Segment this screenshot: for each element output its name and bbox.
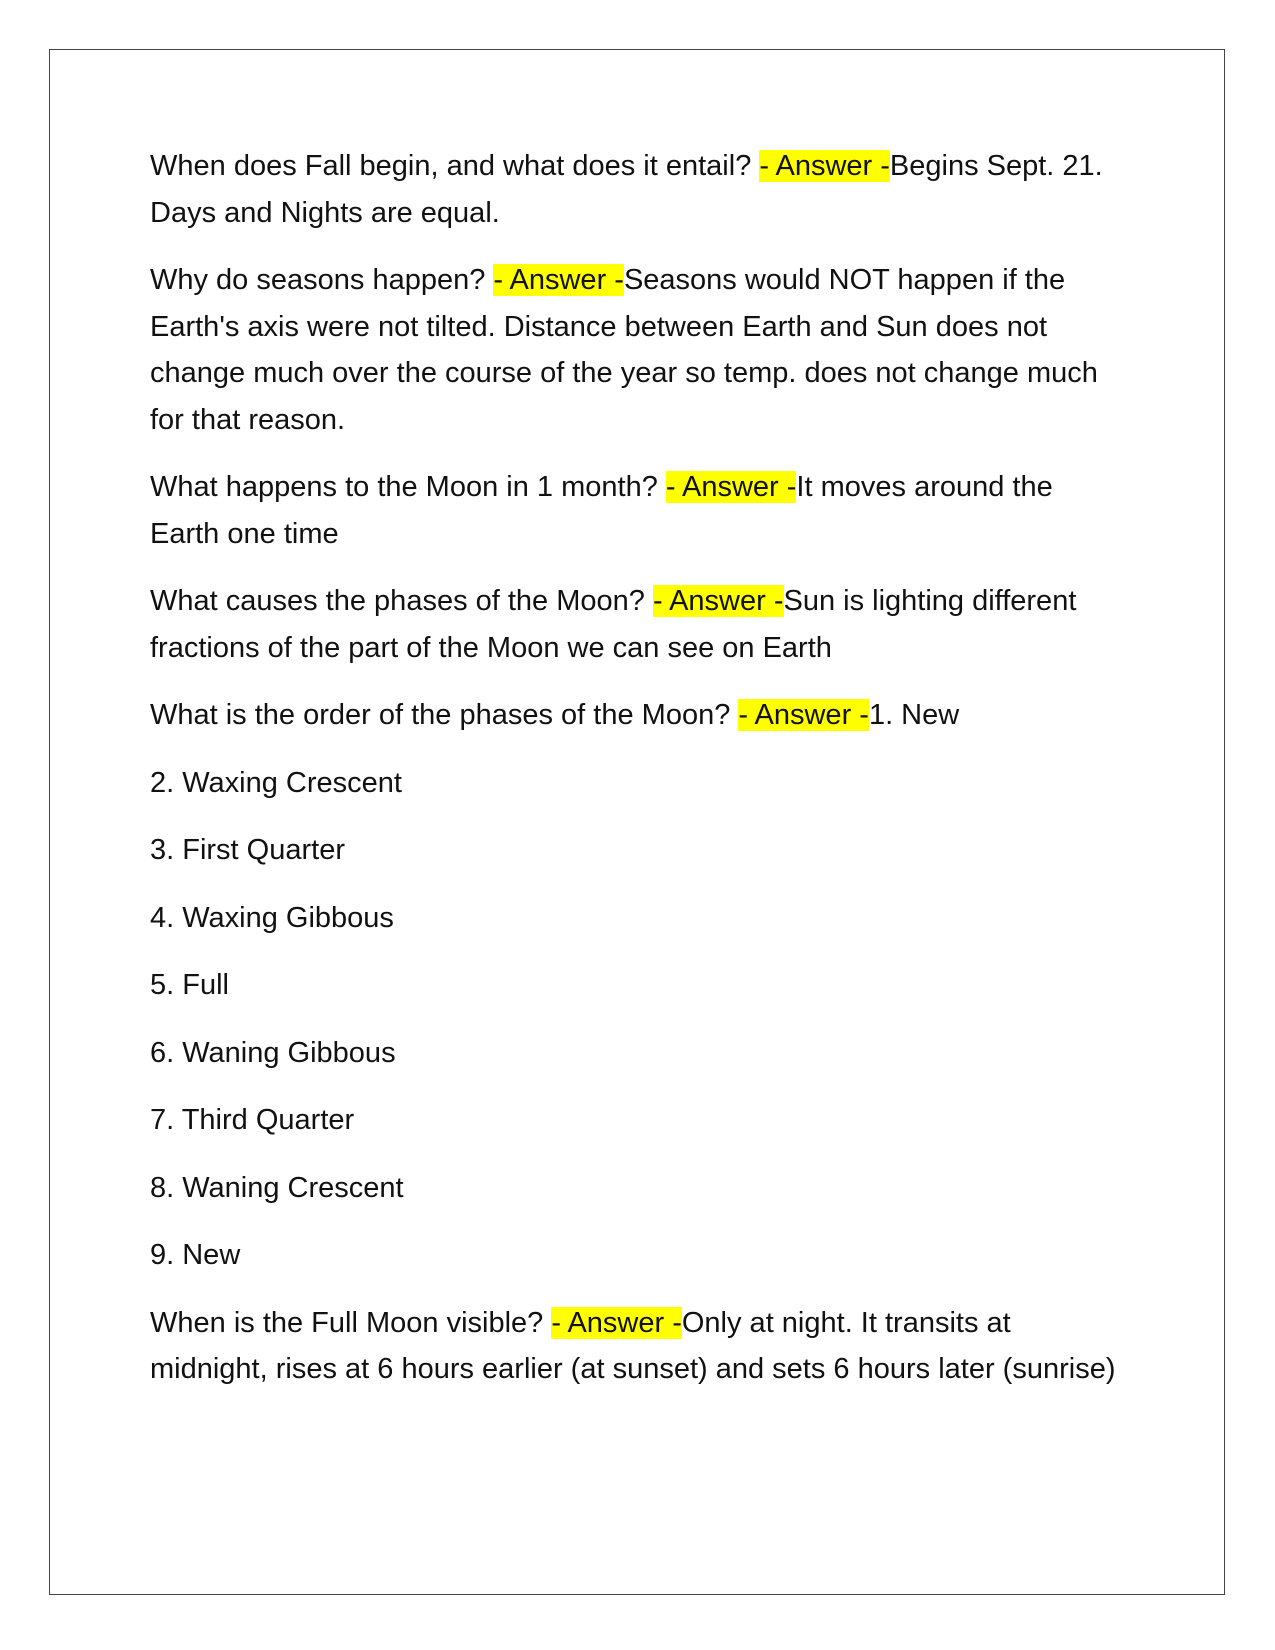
answer-marker: - Answer -: [759, 150, 890, 182]
document-body: [150, 143, 1130, 1414]
question-text: What causes the phases of the Moon?: [150, 585, 653, 617]
answer-text: Seasons would NOT happen if the Earth's axis were not tilted. Distance between Earth and Sun does not change much over the course of the year so temp. does not change much for that reason.: [150, 264, 1098, 436]
question-text: When does Fall begin, and what does it entail?: [150, 150, 760, 182]
answer-text: 1. New: [868, 699, 960, 731]
phase-list-item: 7. Third Quarter: [150, 1104, 355, 1136]
answer-marker: - Answer -: [493, 264, 624, 296]
qa-entry-moon-phases-order: [150, 692, 1130, 739]
phase-list-item: 9. New: [150, 1239, 241, 1271]
phase-list-item: 6. Waning Gibbous: [150, 1036, 396, 1069]
phase-list-item: 5. Full: [150, 969, 229, 1001]
answer-marker: - Answer -: [551, 1306, 682, 1339]
answer-text: Only at night. It transits at midnight, rises at 6 hours earlier (at sunset) and sets 6 hours later (sunrise): [150, 1306, 1116, 1385]
phase-list-item: 2. Waxing Crescent: [150, 766, 402, 799]
answer-text: Begins Sept. 21. Days and Nights are equal.: [150, 150, 1103, 229]
answer-text: Sun is lighting different fractions of the part of the Moon we can see on Earth: [150, 585, 1077, 664]
qa-entry-fall: [150, 143, 1130, 236]
answer-marker: - Answer -: [652, 585, 784, 617]
answer-marker: - Answer -: [665, 471, 797, 503]
question-text: When is the Full Moon visible?: [150, 1306, 552, 1339]
phase-list-item: 3. First Quarter: [150, 834, 345, 866]
qa-entry-moon-month: [150, 464, 1130, 557]
question-text: What happens to the Moon in 1 month?: [150, 471, 666, 503]
qa-entry-full-moon: [150, 1300, 1130, 1393]
qa-entry-moon-phases-cause: [150, 578, 1130, 671]
answer-text: It moves around the Earth one time: [150, 471, 1053, 550]
qa-entry-seasons: [150, 257, 1130, 443]
answer-marker: - Answer -: [738, 699, 869, 731]
question-text: What is the order of the phases of the Moon?: [150, 699, 739, 731]
phase-list-item: 4. Waxing Gibbous: [150, 901, 394, 934]
phase-list-item: 8. Waning Crescent: [150, 1171, 404, 1204]
question-text: Why do seasons happen?: [150, 264, 494, 296]
